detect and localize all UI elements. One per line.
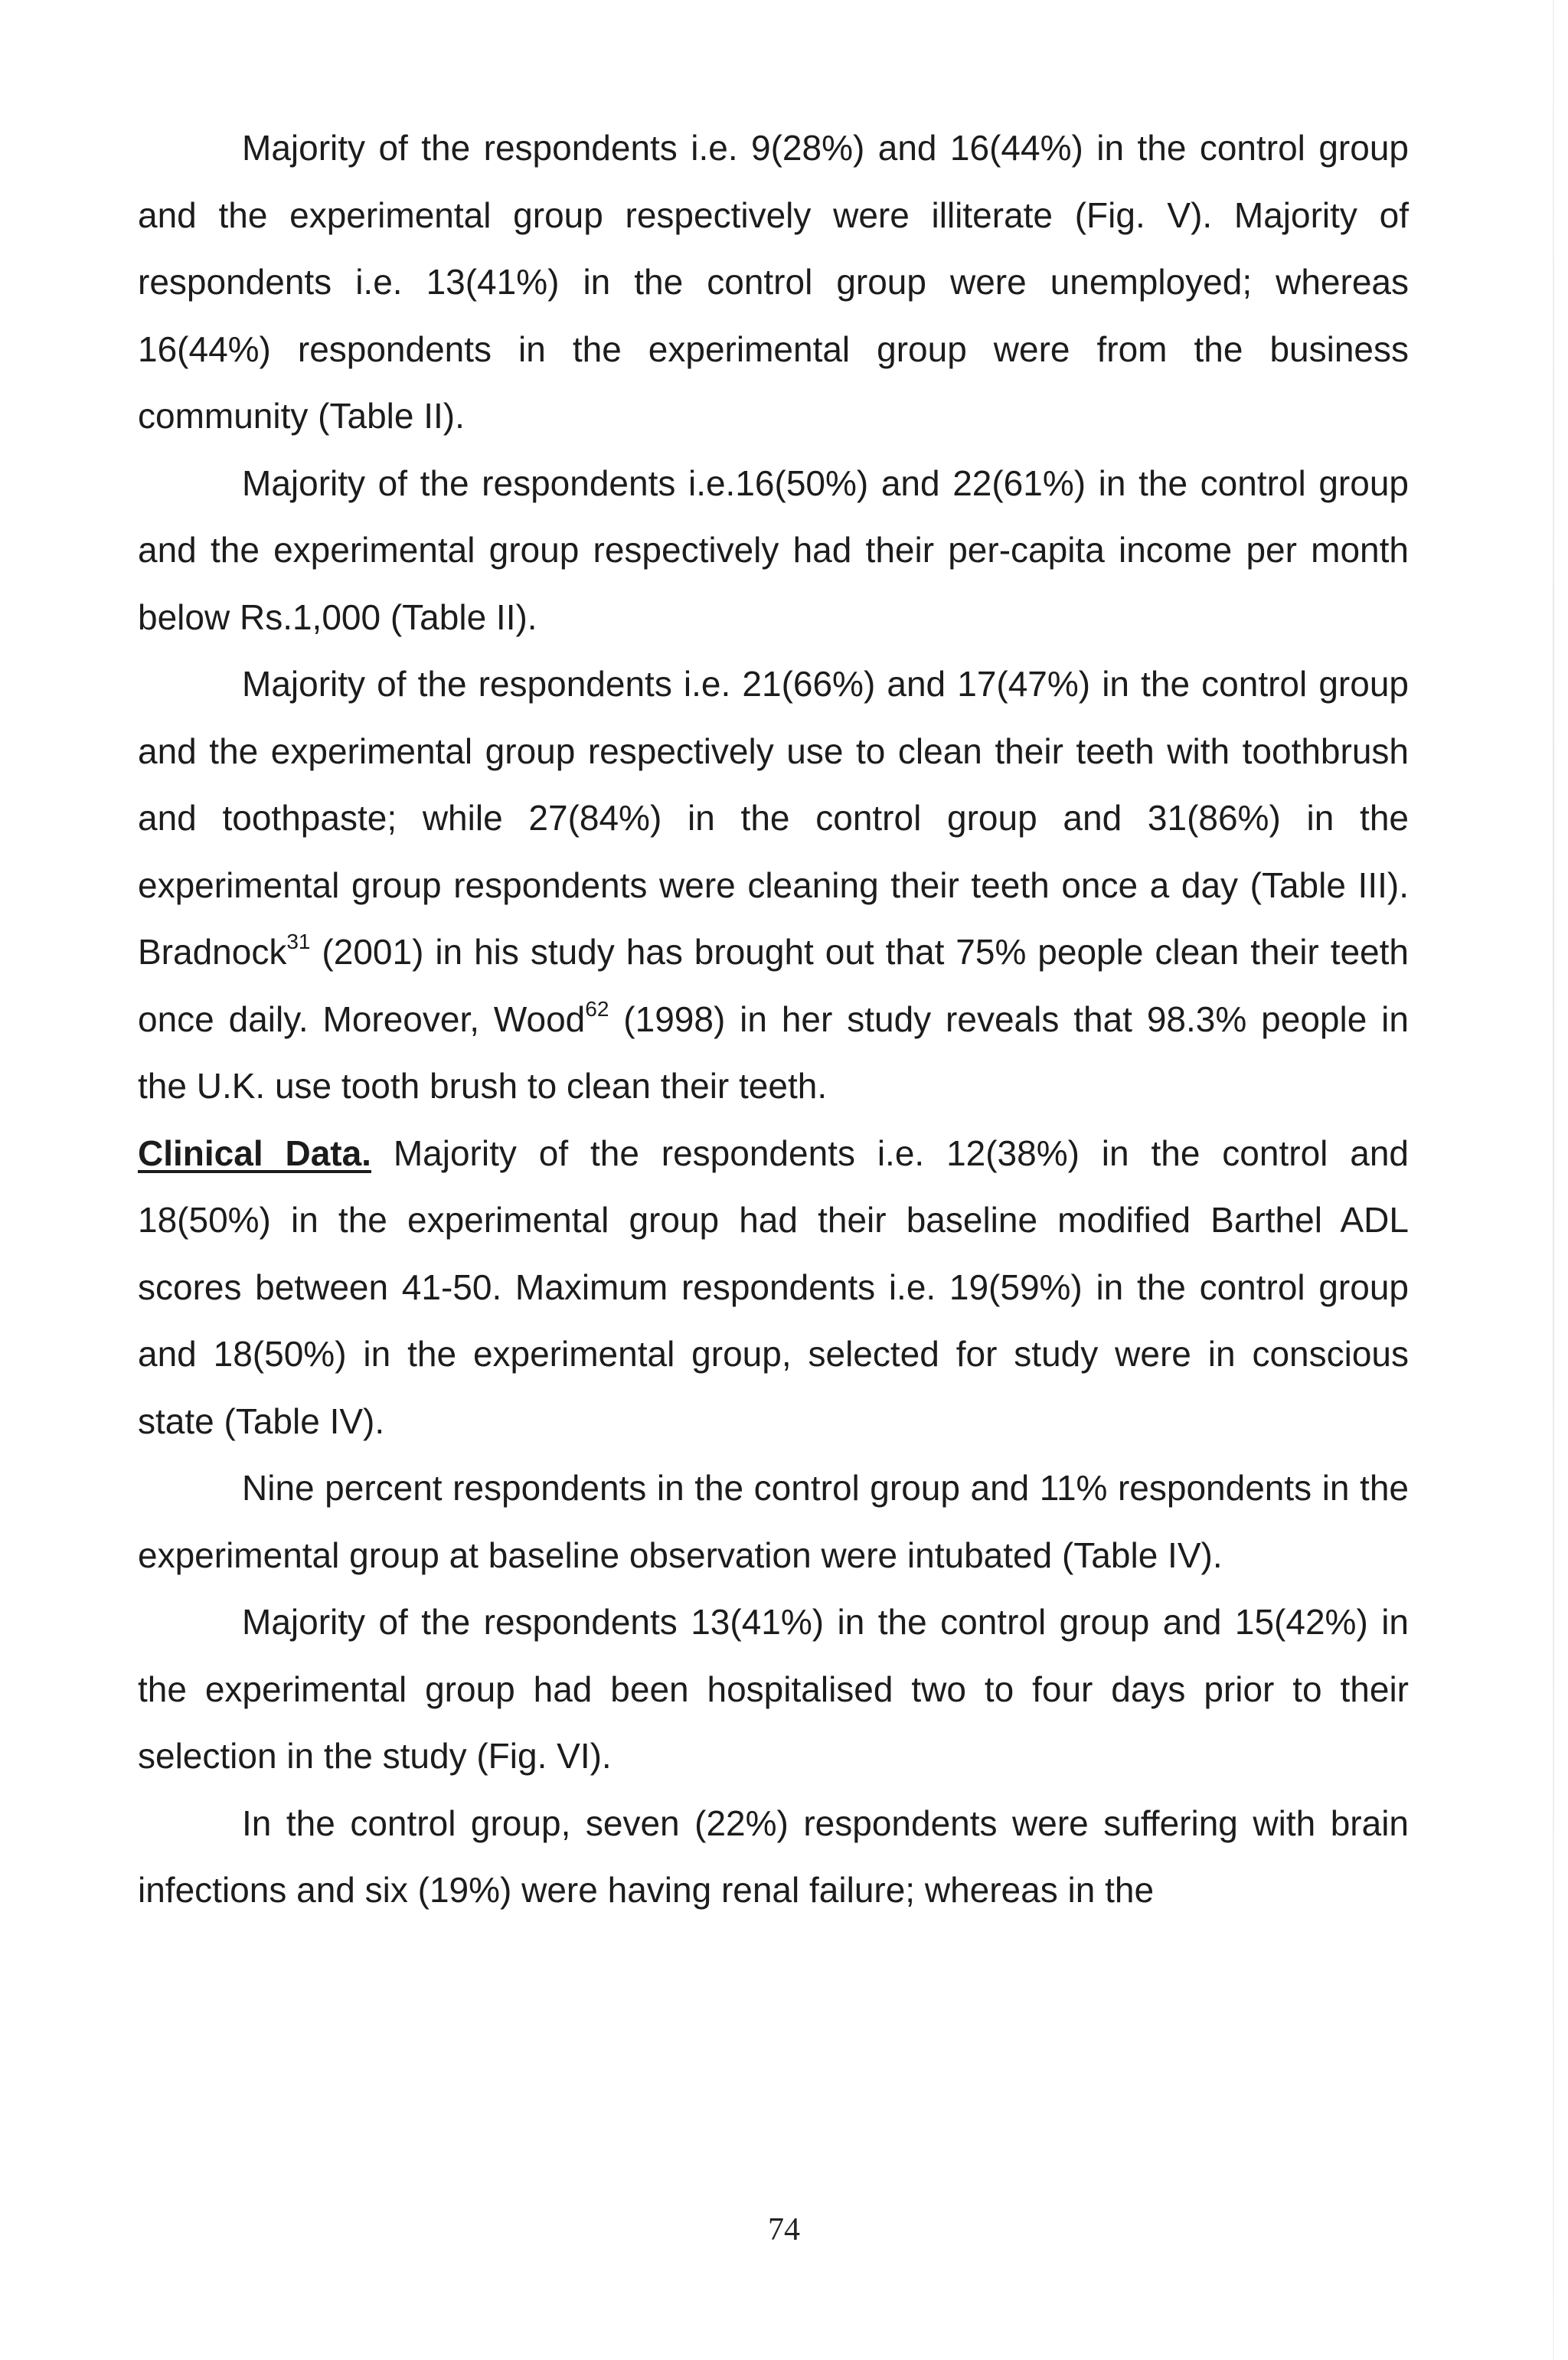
paragraph-oral-hygiene bbox=[138, 651, 1409, 1120]
page-body bbox=[138, 115, 1409, 1924]
clinical-data-text: Majority of the respondents i.e. 12(38%) in the control and 18(50%) in the experimental group had their baseline modified Barthel ADL scores between 41-50. Maximum respondents i.e. 19(59%) in the control group and 18(50%) in the experimental group, selected for study were in conscious state (Table IV). bbox=[138, 1133, 1409, 1441]
paragraph-education-occupation: Majority of the respondents i.e. 9(28%) and 16(44%) in the control group and the experimental group respectively were illiterate (Fig. V). Majority of respondents i.e. 13(41%) in the control group were unemployed; whereas 16(44%) respondents in the experimental group were from the business community (Table II). bbox=[138, 128, 1409, 436]
paragraph-income: Majority of the respondents i.e.16(50%) and 22(61%) in the control group and the experimental group respectively had their per-capita income per month below Rs.1,000 (Table II). bbox=[138, 463, 1409, 637]
paragraph-intubation: Nine percent respondents in the control group and 11% respondents in the experimental group at baseline observation were intubated (Table IV). bbox=[138, 1468, 1409, 1575]
paragraph-clinical-data bbox=[138, 1120, 1409, 1456]
reference-bradnock: 31 bbox=[286, 930, 311, 953]
paragraph-diagnoses: In the control group, seven (22%) respondents were suffering with brain infections and six (19%) were having renal failure; whereas in the bbox=[138, 1803, 1409, 1910]
oral-hygiene-text-1: Majority of the respondents i.e. 21(66%) and 17(47%) in the control group and the experimental group respectively use to clean their teeth with toothbrush and toothpaste; while 27(84%) in the control group and 31(86%) in the experimental group respondents were cleaning their teeth once a day (Table III). Bradnock bbox=[138, 664, 1409, 972]
scan-edge-shadow bbox=[1553, 0, 1554, 2360]
clinical-data-heading: Clinical Data. bbox=[138, 1133, 371, 1173]
oral-hygiene-text-2: (2001) in his study has brought out that 75% people clean their teeth once daily. Moreover, Wood bbox=[138, 932, 1409, 1039]
oral-hygiene-text-3: (1998) in her study reveals that 98.3% people in the U.K. use tooth brush to clean their teeth. bbox=[138, 999, 1409, 1106]
reference-wood: 62 bbox=[585, 996, 609, 1021]
paragraph-hospitalisation: Majority of the respondents 13(41%) in the control group and 15(42%) in the experimental group had been hospitalised two to four days prior to their selection in the study (Fig. VI). bbox=[138, 1602, 1409, 1776]
page-number: 74 bbox=[768, 2212, 800, 2247]
